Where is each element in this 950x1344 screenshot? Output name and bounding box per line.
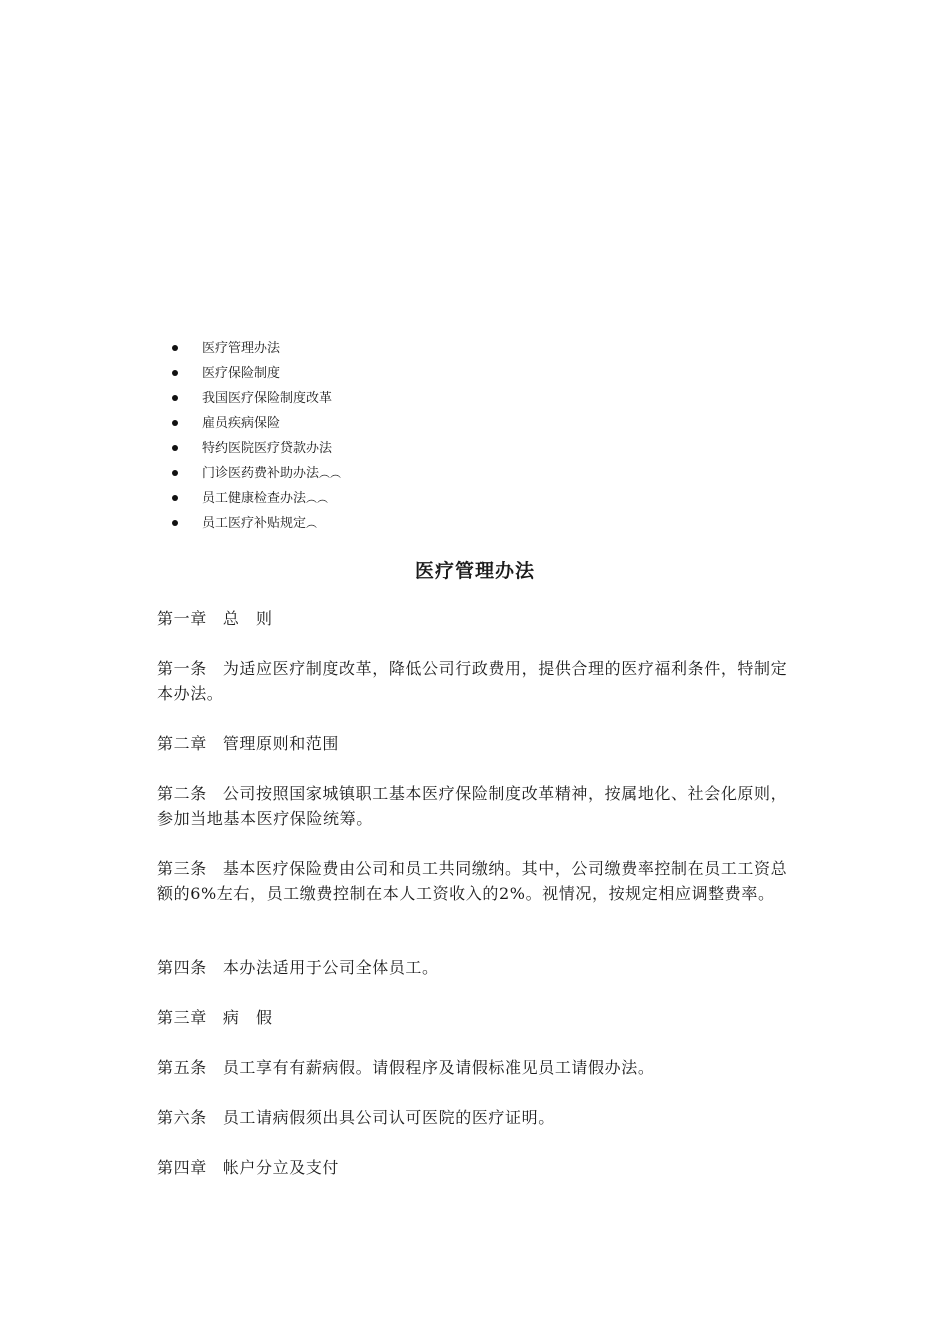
paragraph-head: 第一章 [157, 609, 207, 628]
toc-item[interactable] [170, 411, 341, 436]
table-of-contents [170, 336, 341, 536]
bullet-icon [172, 420, 178, 426]
toc-link[interactable]: 特约医院医疗贷款办法 [202, 441, 333, 456]
paragraph-head: 第四章 [157, 1158, 207, 1177]
toc-link[interactable]: 医疗管理办法 [202, 341, 281, 356]
article-paragraph [157, 656, 797, 706]
toc-link[interactable]: 员工健康检查办法 [202, 491, 307, 506]
paragraph-head: 第一条 [157, 659, 207, 678]
toc-item[interactable] [170, 486, 341, 511]
toc-link[interactable]: 医疗保险制度 [202, 366, 281, 381]
paragraph-text: 病 假 [222, 1008, 273, 1027]
toc-link[interactable]: 员工医疗补贴规定 [202, 516, 307, 531]
paragraph-text: 公司按照国家城镇职工基本医疗保险制度改革精神，按属地化、社会化原则，参加当地基本医疗保险统筹。 [157, 784, 788, 828]
bullet-icon [172, 370, 178, 376]
bullet-icon [172, 395, 178, 401]
bullet-icon [172, 445, 178, 451]
paragraph-text: 为适应医疗制度改革，降低公司行政费用，提供合理的医疗福利条件，特制定本办法。 [157, 659, 788, 703]
paragraph-text: 员工请病假须出具公司认可医院的医疗证明。 [222, 1108, 555, 1127]
article-paragraph [157, 1055, 797, 1080]
bullet-icon [172, 470, 178, 476]
bullet-icon [172, 495, 178, 501]
toc-item[interactable] [170, 436, 341, 461]
paragraph-text: 本办法适用于公司全体员工。 [222, 958, 439, 977]
bullet-icon [172, 520, 178, 526]
toc-suffix: ︵︵ [319, 467, 342, 480]
toc-suffix: ︵︵ [306, 492, 329, 505]
toc-suffix: ︵ [306, 517, 318, 530]
paragraph-head: 第四条 [157, 958, 207, 977]
paragraph-head: 第二条 [157, 784, 207, 803]
bullet-icon [172, 345, 178, 351]
toc-item[interactable] [170, 386, 341, 411]
chapter-heading [157, 1155, 797, 1180]
toc-item[interactable] [170, 361, 341, 386]
document-title: 医疗管理办法 [414, 560, 535, 582]
chapter-heading [157, 731, 797, 756]
chapter-heading [157, 606, 797, 631]
chapter-heading [157, 1005, 797, 1030]
paragraph-head: 第三章 [157, 1008, 207, 1027]
paragraph-head: 第五条 [157, 1058, 207, 1077]
article-paragraph [157, 781, 797, 831]
article-paragraph [157, 1105, 797, 1130]
toc-item[interactable] [170, 336, 341, 361]
paragraph-text: 总 则 [222, 609, 273, 628]
paragraph-text: 基本医疗保险费由公司和员工共同缴纳。其中，公司缴费率控制在员工工资总额的6%左右，员工缴费控制在本人工资收入的2%。视情况，按规定相应调整费率。 [157, 859, 788, 903]
paragraph-head: 第三条 [157, 859, 207, 878]
toc-link[interactable]: 雇员疾病保险 [202, 416, 281, 431]
article-paragraph [157, 856, 797, 906]
paragraph-text: 管理原则和范围 [222, 734, 340, 753]
paragraph-head: 第六条 [157, 1108, 207, 1127]
toc-item[interactable] [170, 511, 341, 536]
toc-link[interactable]: 门诊医药费补助办法 [202, 466, 320, 481]
toc-link[interactable]: 我国医疗保险制度改革 [202, 391, 333, 406]
article-paragraph [157, 955, 797, 980]
toc-item[interactable] [170, 461, 341, 486]
paragraph-text: 帐户分立及支付 [222, 1158, 340, 1177]
paragraph-text: 员工享有有薪病假。请假程序及请假标准见员工请假办法。 [222, 1058, 655, 1077]
paragraph-head: 第二章 [157, 734, 207, 753]
